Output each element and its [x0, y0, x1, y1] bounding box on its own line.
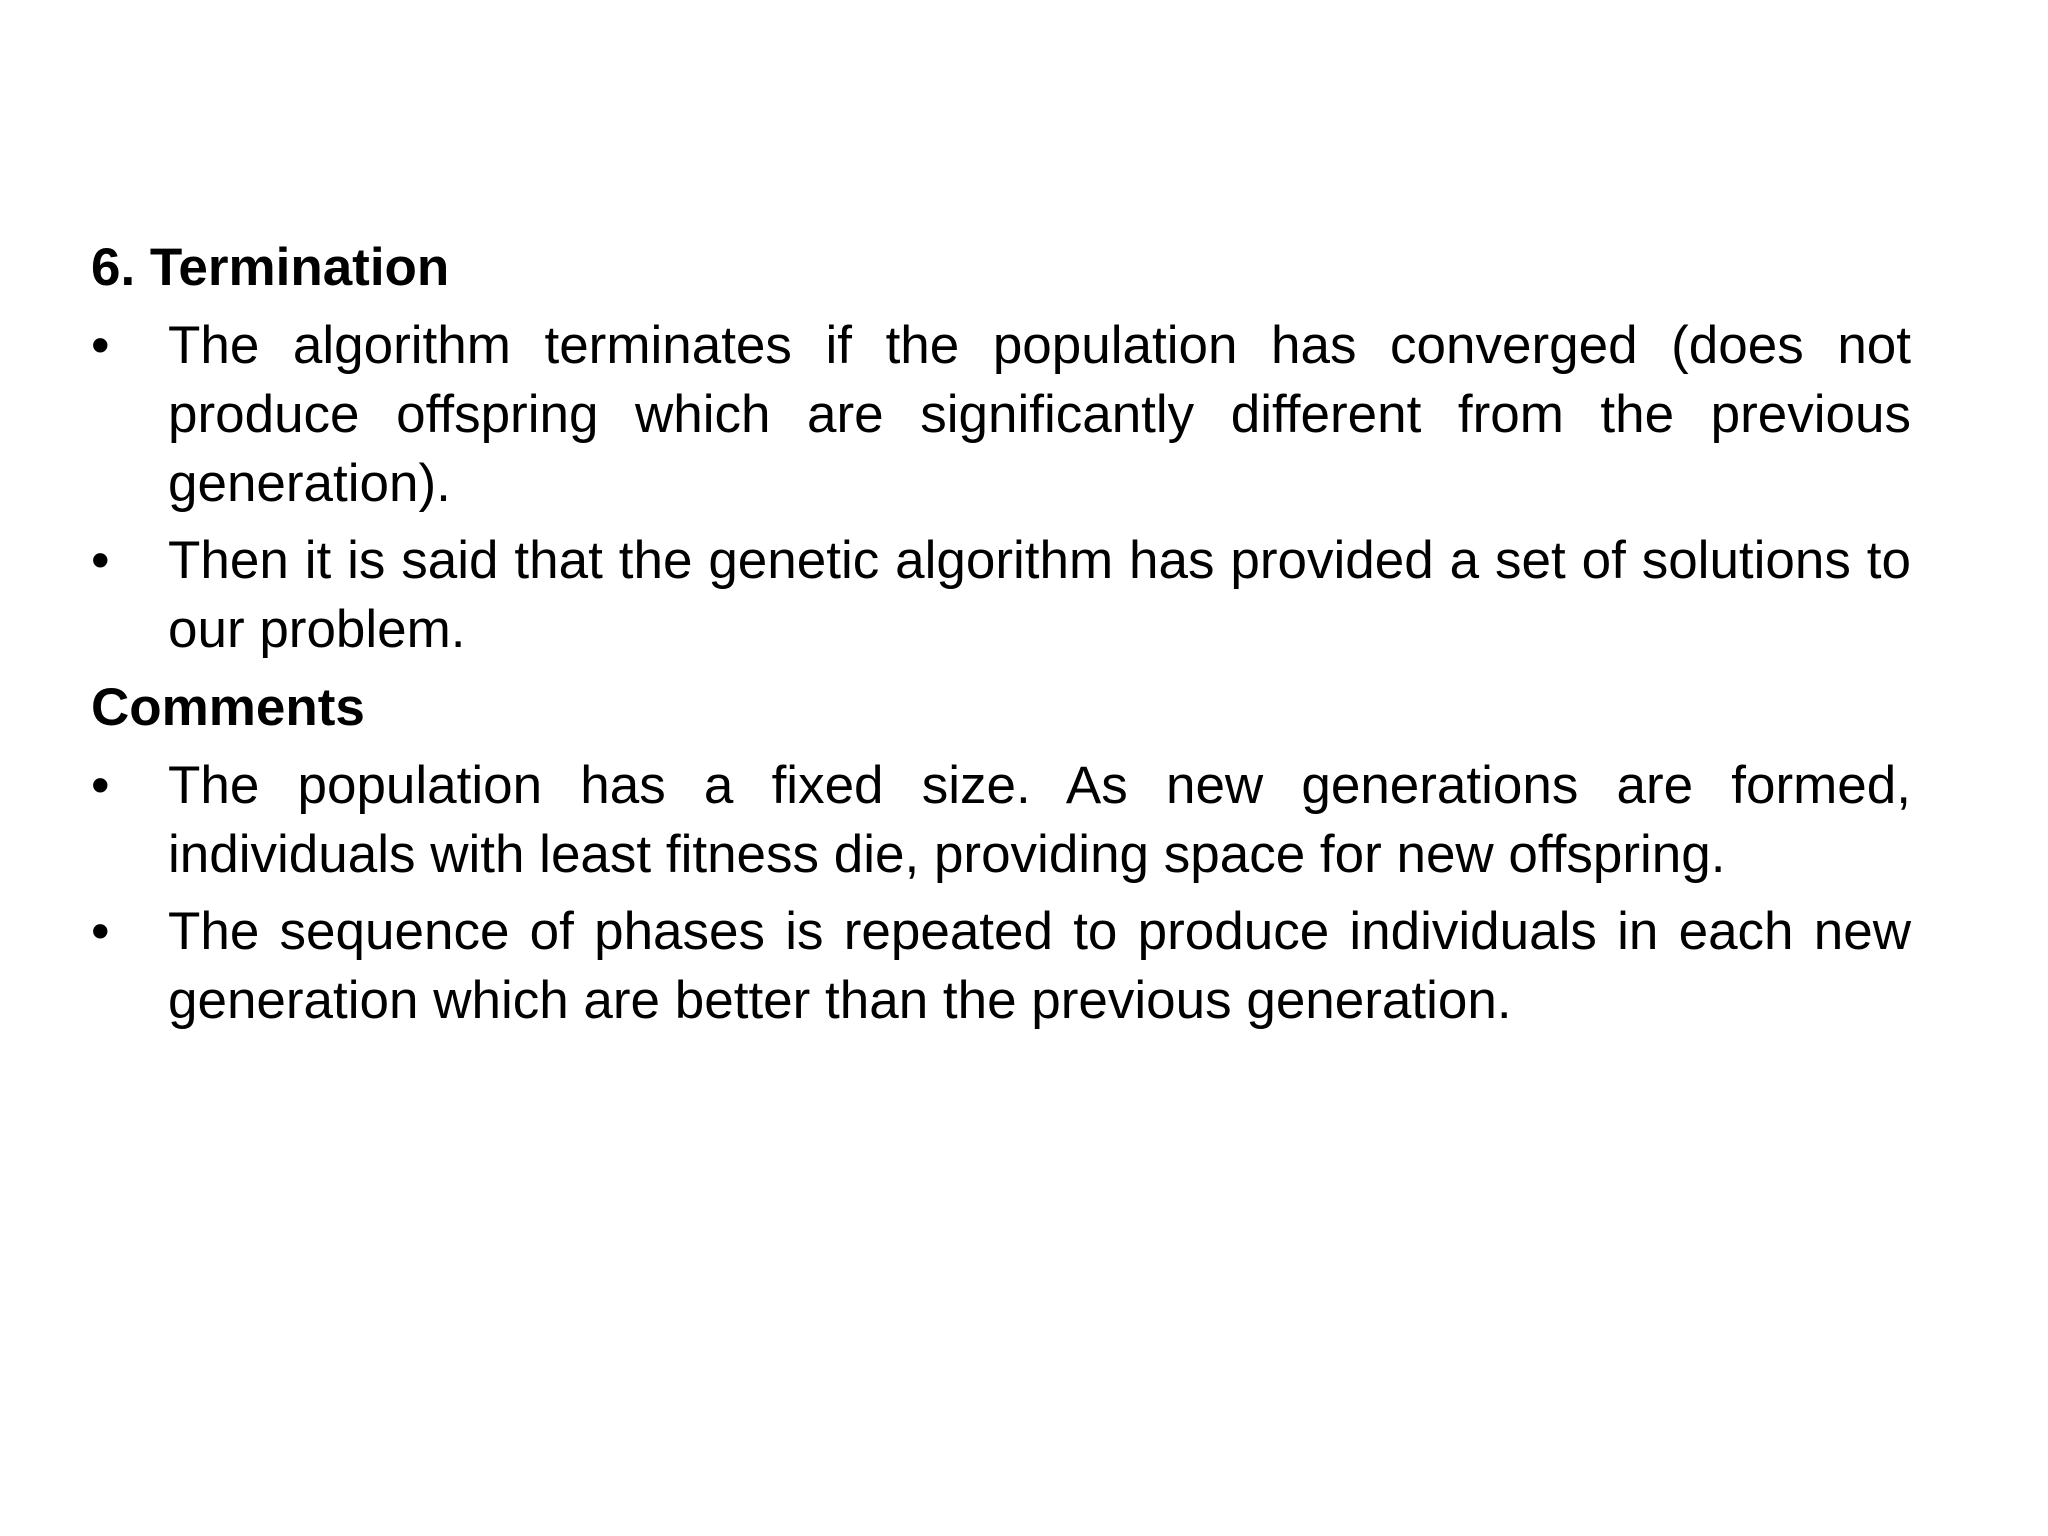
bullet-item	[91, 897, 1911, 1035]
slide-content	[91, 232, 1911, 1043]
bullet-icon: •	[91, 316, 110, 375]
section-comments	[91, 672, 1911, 1035]
bullet-icon: •	[91, 756, 110, 815]
section-heading: 6. Termination	[91, 238, 450, 297]
bullet-text: The sequence of phases is repeated to produce individuals in each new generation which are better than the previous generation.	[168, 902, 1911, 1030]
bullet-list	[91, 311, 1911, 664]
bullet-item	[91, 526, 1911, 664]
bullet-text: Then it is said that the genetic algorithm has provided a set of solutions to our problem.	[168, 531, 1911, 659]
bullet-text: The population has a fixed size. As new generations are formed, individuals with least fitness die, providing space for new offspring.	[168, 756, 1911, 884]
bullet-list	[91, 751, 1911, 1035]
section-heading: Comments	[91, 678, 365, 737]
bullet-text: The algorithm terminates if the population has converged (does not produce offspring which are significantly different from the previous generation).	[168, 316, 1911, 513]
bullet-icon: •	[91, 531, 110, 590]
bullet-icon: •	[91, 902, 110, 961]
bullet-item	[91, 751, 1911, 889]
section-termination	[91, 232, 1911, 664]
bullet-item	[91, 311, 1911, 518]
